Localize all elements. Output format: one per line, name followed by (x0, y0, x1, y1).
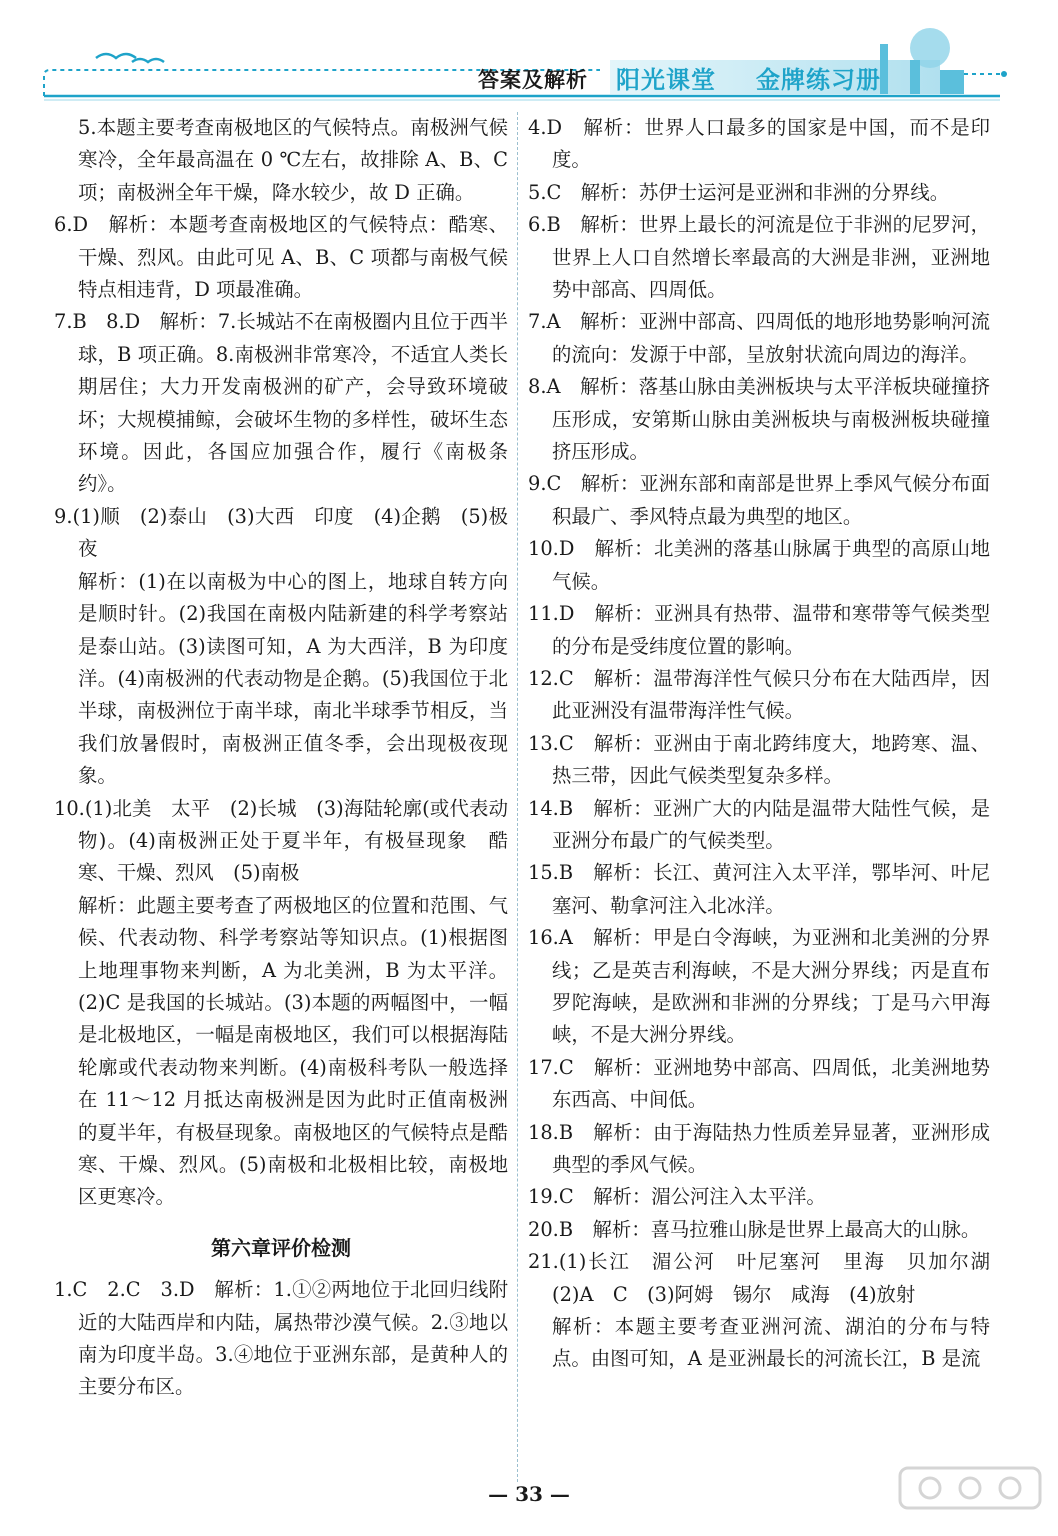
left-column (54, 112, 508, 1404)
answer-paragraph: 解析：本题主要考查亚洲河流、湖泊的分布与特点。由图可知，A 是亚洲最长的河流长江，B 是流 (552, 1315, 990, 1371)
answer-paragraph: 4.D 解析：世界人口最多的国家是中国，而不是印度。 (528, 116, 990, 172)
answer-paragraph: 6.B 解析：世界上最长的河流是位于非洲的尼罗河，世界上人口自然增长率最高的大洲是非洲，亚洲地势中部高、四周低。 (528, 213, 990, 302)
answer-paragraph: 17.C 解析：亚洲地势中部高、四周低，北美洲地势东西高、中间低。 (528, 1055, 990, 1112)
answer-paragraph: 5.C 解析：苏伊士运河是亚洲和非洲的分界线。 (528, 180, 950, 204)
bird-icon (96, 54, 136, 58)
page-header (0, 0, 1058, 110)
answers-label: 答案及解析 (478, 67, 588, 92)
answer-paragraph: 5.本题主要考查南极地区的气候特点。南极洲气候寒冷，全年最高温在 0 ℃左右，故排除 A、B、C 项；南极洲全年干燥，降水较少，故 D 正确。 (78, 116, 508, 204)
answer-paragraph: 解析：此题主要考查了两极地区的位置和范围、气候、代表动物、科学考察站等知识点。(1)根据图上地理事物来判断，A 为北美洲，B 为太平洋。(2)C 是我国的长城站。(3)本题的两幅图中，一幅是北极地区，一幅是南极地区，我们可以根据海陆轮廓或代表动物来判断。(4)南极科考队一般选择在 11～12 月抵达南极洲是因为此时正值南极洲的夏半年，有极昼现象。南极地区的气候特点是酷寒、干燥、烈风。(5)南极和北极相比较，南极地区更寒冷。 (78, 893, 508, 1209)
answer-paragraph: 8.A 解析：落基山脉由美洲板块与太平洋板块碰撞挤压形成，安第斯山脉由美洲板块与南极洲板块碰撞挤压形成。 (528, 375, 990, 464)
answer-paragraph: 19.C 解析：湄公河注入太平洋。 (528, 1185, 826, 1209)
answer-paragraph: 14.B 解析：亚洲广大的内陆是温带大陆性气候，是亚洲分布最广的气候类型。 (528, 796, 990, 852)
bird-icon (132, 59, 164, 62)
answer-paragraph: 16.A 解析：甲是白令海峡，为亚洲和北美洲的分界线；乙是英吉利海峡，不是大洲分界线；丙是直布罗陀海峡，是欧洲和非洲的分界线；丁是马六甲海峡，不是大洲分界线。 (528, 926, 990, 1047)
answer-paragraph: 21.(1)长江 湄公河 叶尼塞河 里海 贝加尔湖 (2)A C (3)阿姆 锡尔 咸海 (4)放射 (528, 1250, 1010, 1306)
right-column (528, 112, 1010, 1376)
watermark-logo (890, 1460, 1050, 1530)
answer-paragraph: 11.D 解析：亚洲具有热带、温带和寒带等气候类型的分布是受纬度位置的影响。 (528, 602, 990, 658)
answer-paragraph: 20.B 解析：喜马拉雅山脉是世界上最高大的山脉。 (528, 1217, 981, 1241)
answer-paragraph: 15.B 解析：长江、黄河注入太平洋，鄂毕河、叶尼塞河、勒拿河注入北冰洋。 (528, 861, 990, 917)
answer-paragraph: 7.B 8.D 解析：7.长城站不在南极圈内且位于西半球，B 项正确。8.南极洲非常寒冷，不适宜人类长期居住；大力开发南极洲的矿产，会导致环境破坏；大规模捕鲸，会破坏生物的多样性，破坏生态环境。因此，各国应加强合作，履行《南极条约》。 (54, 310, 508, 496)
answer-paragraph: 13.C 解析：亚洲由于南北跨纬度大，地跨寒、温、热三带，因此气候类型复杂多样。 (528, 731, 990, 788)
answer-paragraph: 18.B 解析：由于海陆热力性质差异显著，亚洲形成典型的季风气候。 (528, 1120, 990, 1176)
answer-paragraph: 10.(1)北美 太平 (2)长城 (3)海陆轮廓(或代表动物)。(4)南极洲正处于夏半年，有极昼现象 酷寒、干燥、烈风 (5)南极 (54, 796, 508, 885)
brand-title: 阳光课堂 (616, 65, 716, 94)
answer-paragraph: 6.D 解析：本题考查南极地区的气候特点：酷寒、干燥、烈风。由此可见 A、B、C 项都与南极气候特点相违背，D 项最准确。 (54, 213, 508, 302)
chapter-heading: 第六章评价检测 (211, 1235, 351, 1260)
answer-paragraph: 9.(1)顺 (2)泰山 (3)大西 印度 (4)企鹅 (5)极夜 (54, 504, 508, 561)
answer-paragraph: 1.C 2.C 3.D 解析：1.①②两地位于北回归线附近的大陆西岸和内陆，属热带沙漠气候。2.③地以南为印度半岛。3.④地位于亚洲东部，是黄种人的主要分布区。 (54, 1278, 508, 1399)
answer-paragraph: 12.C 解析：温带海洋性气候只分布在大陆西岸，因此亚洲没有温带海洋性气候。 (528, 666, 990, 723)
answer-paragraph: 解析：(1)在以南极为中心的图上，地球自转方向是顺时针。(2)我国在南极内陆新建的科学考察站是泰山站。(3)读图可知，A 为大西洋，B 为印度洋。(4)南极洲的代表动物是企鹅。(5)我国位于北半球，南极洲位于南半球，南北半球季节相反，当我们放暑假时，南极洲正值冬季，会出现极夜现象。 (78, 569, 508, 788)
page-number: — 33 — (488, 1482, 570, 1506)
column-divider (517, 112, 518, 1482)
answer-paragraph: 7.A 解析：亚洲中部高、四周低的地形地势影响河流的流向：发源于中部，呈放射状流向周边的海洋。 (528, 310, 990, 366)
answer-paragraph: 10.D 解析：北美洲的落基山脉属于典型的高原山地气候。 (528, 537, 990, 593)
brand-subtitle: 金牌练习册 (756, 65, 881, 94)
answer-paragraph: 9.C 解析：亚洲东部和南部是世界上季风气候分布面积最广、季风特点最为典型的地区。 (528, 472, 990, 528)
